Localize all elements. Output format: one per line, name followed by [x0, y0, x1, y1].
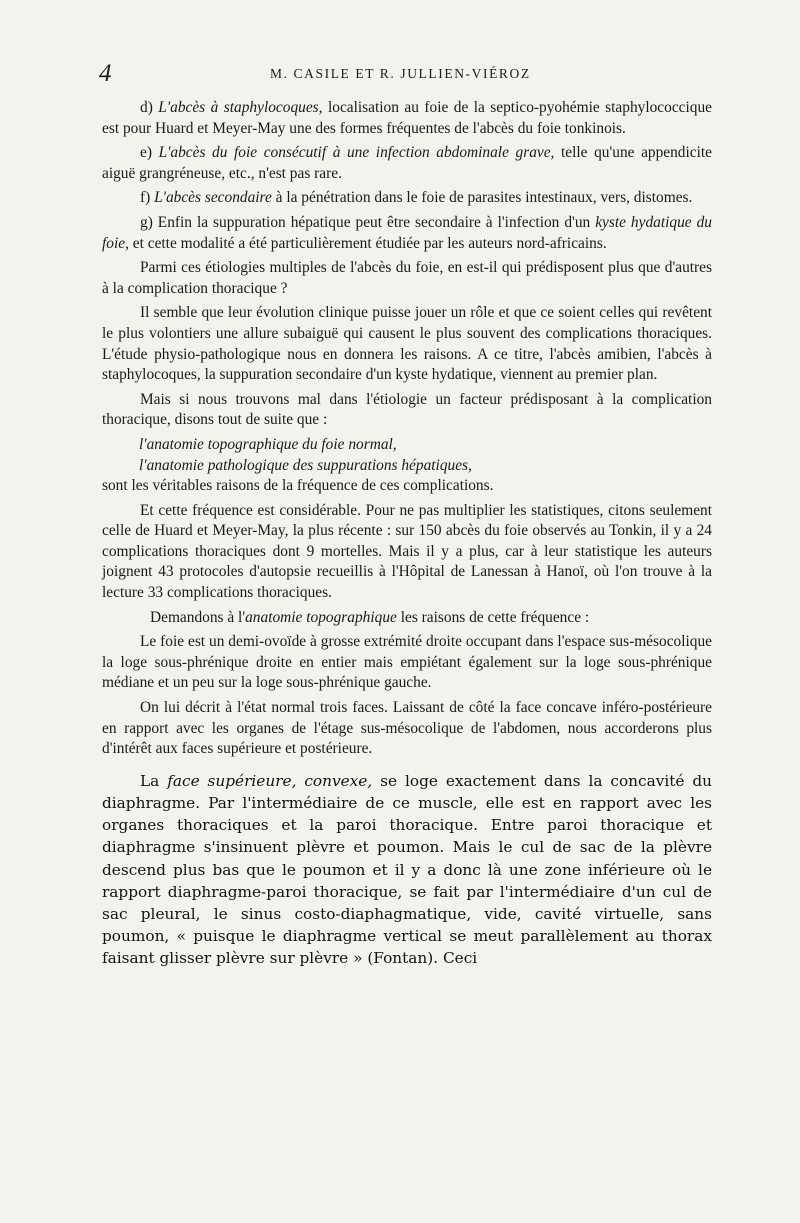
paragraph: Il semble que leur évolution clinique puisse jouer un rôle et que ce soient celles qui revêtent le plus volontiers une allure subaiguë qui causent le plus souvent des complications thoraciques. L'étude physio-pathologique nous en donnera les raisons. A ce titre, l'abcès amibien, l'abcès à staphylocoques, la suppuration secondaire d'un kyste hydatique, viennent au premier plan.: [102, 304, 712, 384]
page-number: 4: [99, 60, 112, 87]
emphasis: face supérieure, convexe,: [167, 771, 373, 790]
paragraph-e: e) L'abcès du foie consécutif à une infection abdominale grave, telle qu'une appendicite aiguë grangréneuse, etc., n'est pas rare.: [102, 144, 712, 182]
paragraph: Le foie est un demi-ovoïde à grosse extrémité droite occupant dans l'espace sus-mésocolique la loge sous-phrénique droite en entier mais empiétant également sur la loge sous-phrénique médiane et un peu sur la loge sous-phrénique gauche.: [102, 633, 712, 692]
paragraph: Et cette fréquence est considérable. Pour ne pas multiplier les statistiques, citons seulement celle de Huard et Meyer-May, la plus récente : sur 150 abcès du foie observés au Tonkin, il y a 24 complications thoraciques dont 9 mortelles. Mais il y a plus, car à leur statistique les auteurs joignent 43 protocoles d'autopsie recueillis à l'Hôpital de Lanessan à Hanoï, où l'on trouve à la lecture 33 complications thoraciques.: [102, 501, 712, 602]
paragraph: Mais si nous trouvons mal dans l'étiologie un facteur prédisposant à la complication thoracique, disons tout de suite que :: [102, 390, 712, 429]
emphasis: kyste hydatique du foie,: [102, 213, 712, 252]
emphasis: L'abcès du foie consécutif à une infection abdominale grave,: [158, 144, 555, 162]
paragraph: Parmi ces étiologies multiples de l'abcès du foie, en est-il qui prédisposent plus que d'autres à la complication thoracique ?: [102, 259, 712, 297]
paragraph: sont les véritables raisons de la fréquence de ces complications.: [102, 477, 494, 495]
list-item: l'anatomie topographique du foie normal,: [139, 435, 397, 453]
paragraph: Demandons à l'anatomie topographique les raisons de cette fréquence :: [150, 608, 590, 626]
paragraph: On lui décrit à l'état normal trois faces. Laissant de côté la face concave inféro-postérieure en rapport avec les organes de l'étage sus-mésocolique de l'abdomen, nous accorderons plus d'intérêt aux faces supérieure et postérieure.: [102, 699, 712, 758]
emphasis: anatomie topographique: [245, 608, 397, 626]
paragraph-d: d) L'abcès à staphylocoques, localisation au foie de la septico-pyohémie staphylococcique est pour Huard et Meyer-May une des formes fréquentes de l'abcès du foie tonkinois.: [102, 99, 712, 137]
emphasis: L'abcès à staphylocoques,: [158, 99, 323, 116]
page-header: [0, 60, 800, 88]
paragraph-g: g) Enfin la suppuration hépatique peut être secondaire à l'infection d'un kyste hydatique du foie, et cette modalité a été particulièrement étudiée par les auteurs nord-africains.: [102, 213, 712, 252]
bold-section: [102, 770, 712, 970]
paragraph: La face supérieure, convexe, se loge exactement dans la concavité du diaphragme. Par l'intermédiaire de ce muscle, elle est en rapport avec les organes thoraciques et la paroi thoracique. Entre paroi thoracique et diaphragme s'insinuent plèvre et poumon. Mais le cul de sac de la plèvre descend plus bas que le poumon et il y a donc là une zone inférieure où le rapport diaphragme-paroi thoracique, se fait par l'intermédiaire d'un cul de sac pleural, le sinus costo-diaphagmatique, vide, cavité virtuelle, sans poumon, « puisque le diaphragme vertical se meut parallèlement au thorax faisant glisser plèvre sur plèvre » (Fontan). Ceci: [102, 771, 713, 968]
paragraph-f: f) L'abcès secondaire à la pénétration dans le foie de parasites intestinaux, vers, distomes.: [140, 189, 693, 207]
list-item: l'anatomie pathologique des suppurations hépatiques,: [139, 456, 472, 474]
running-title: M. CASILE ET R. JULLIEN-VIÉROZ: [270, 66, 531, 81]
body-text: [102, 98, 712, 976]
emphasis: L'abcès secondaire: [154, 189, 272, 207]
